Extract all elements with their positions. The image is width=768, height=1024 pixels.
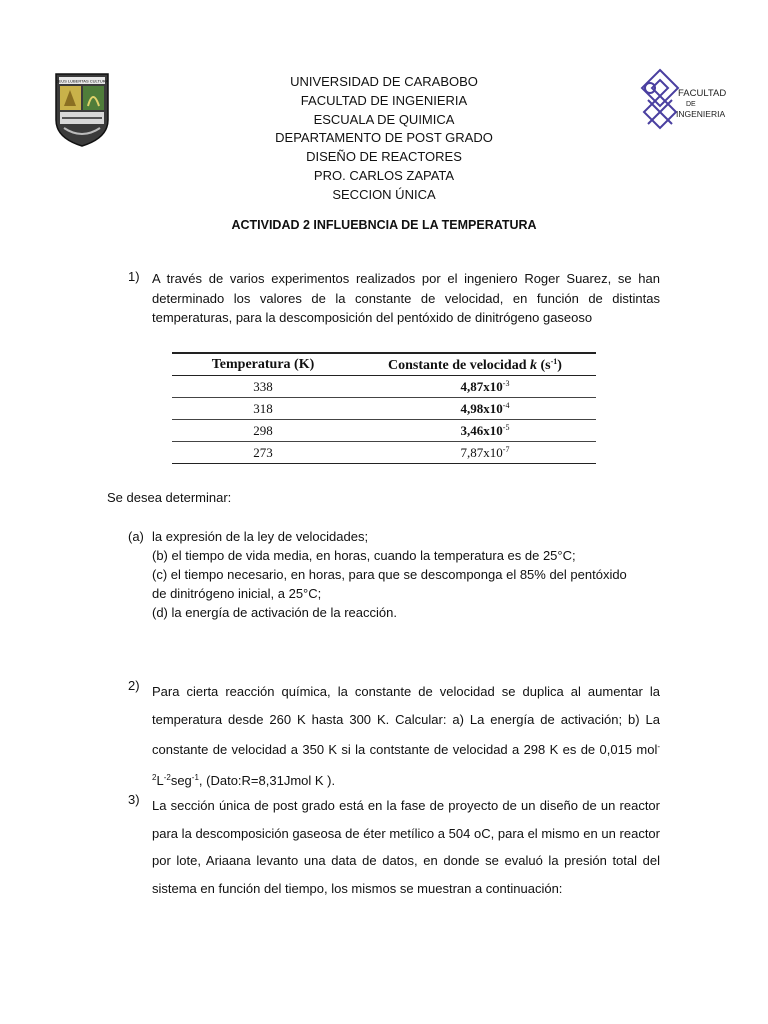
question-3-text: La sección única de post grado está en la fase de proyecto de un diseño de un reactor para la descomposición gaseosa de éter metílico a 504 oC, para el mismo en un reactor por lote, Ariaana levanto una data de datos, en donde se evaluó la presión total del sistema en función del tiempo, los mismos se muestran a continuación: xyxy=(152,798,660,896)
school-name: ESCUALA DE QUIMICA xyxy=(313,111,455,127)
svg-text:INGENIERIA: INGENIERIA xyxy=(676,109,726,119)
activity-title: ACTIVIDAD 2 INFLUEBNCIA DE LA TEMPERATURA xyxy=(231,218,537,232)
rate-constant-table xyxy=(172,352,596,464)
part-c-text-line-1: (c) el tiempo necesario, en horas, para que se descomponga el 85% del pentóxido xyxy=(152,567,627,582)
department-name: DEPARTAMENTO DE POST GRADO xyxy=(275,130,493,146)
question-1-text: A través de varios experimentos realizados por el ingeniero Roger Suarez, se han determinado los valores de la constante de velocidad, en función de distintas temperaturas, para la descomposición del pentóxido de dinitrógeno gaseoso xyxy=(152,271,660,325)
svg-text:FACULTAD: FACULTAD xyxy=(678,88,727,99)
svg-text:DEUS LUBERTAS CULTURA: DEUS LUBERTAS CULTURA xyxy=(55,78,109,84)
question-1-number: 1) xyxy=(128,269,140,284)
col-temperature-header: Temperatura (K) xyxy=(172,353,354,376)
document-header xyxy=(234,73,534,205)
rate-constant-cell: $4,98x10^{-4}$ xyxy=(354,398,596,420)
svg-text:DE: DE xyxy=(686,101,696,108)
part-c-text-line-2: de dinitrógeno inicial, a 25°C; xyxy=(152,586,322,601)
table-row xyxy=(172,442,596,464)
col-rate-constant-header: Constante de velocidad k $(s^{-1})$ xyxy=(354,353,596,376)
rate-constant-cell: $4,87x10^{-3}$ xyxy=(354,376,596,398)
university-name: UNIVERSIDAD DE CARABOBO xyxy=(290,74,478,89)
question-3-number: 3) xyxy=(128,792,140,807)
temperature-cell: 273 xyxy=(172,442,354,464)
temperature-cell: 298 xyxy=(172,420,354,442)
table-header-row xyxy=(172,353,596,376)
temperature-cell: 318 xyxy=(172,398,354,420)
part-a-label: (a) xyxy=(128,529,144,544)
part-b-text: (b) el tiempo de vida media, en horas, cuando la temperatura es de 25°C; xyxy=(152,548,576,563)
se-desea-label: Se desea determinar: xyxy=(107,490,232,505)
table-row xyxy=(172,420,596,442)
professor-name: PRO. CARLOS ZAPATA xyxy=(313,167,455,183)
question-2-text: Para cierta reacción química, la constante de velocidad se duplica al aumentar la temperatura desde 260 K hasta 300 K. Calcular: a) La energía de activación; b) La constante de velocidad a 350 K si la contstante de velocidad a 298 K es de 0,015 $mol^{-2}L^{-2}seg^{-1}$, (Dato:R=8,31Jmol K ). xyxy=(152,684,660,788)
university-crest-logo xyxy=(52,68,112,148)
faculty-engineering-logo xyxy=(638,66,727,136)
rate-constant-cell: $7,87x10^{-7}$ xyxy=(354,442,596,464)
course-name: DISEÑO DE REACTORES xyxy=(306,149,462,165)
part-d-text: (d) la energía de activación de la reacción. xyxy=(152,605,397,620)
temperature-cell: 338 xyxy=(172,376,354,398)
question-2-number: 2) xyxy=(128,678,140,693)
faculty-name: FACULTAD DE INGENIERIA xyxy=(300,92,468,108)
part-a-text: la expresión de la ley de velocidades; xyxy=(152,529,369,544)
table-row xyxy=(172,376,596,398)
table-row xyxy=(172,398,596,420)
section-name: SECCION ÚNICA xyxy=(332,186,436,202)
rate-constant-cell: $3,46x10^{-5}$ xyxy=(354,420,596,442)
